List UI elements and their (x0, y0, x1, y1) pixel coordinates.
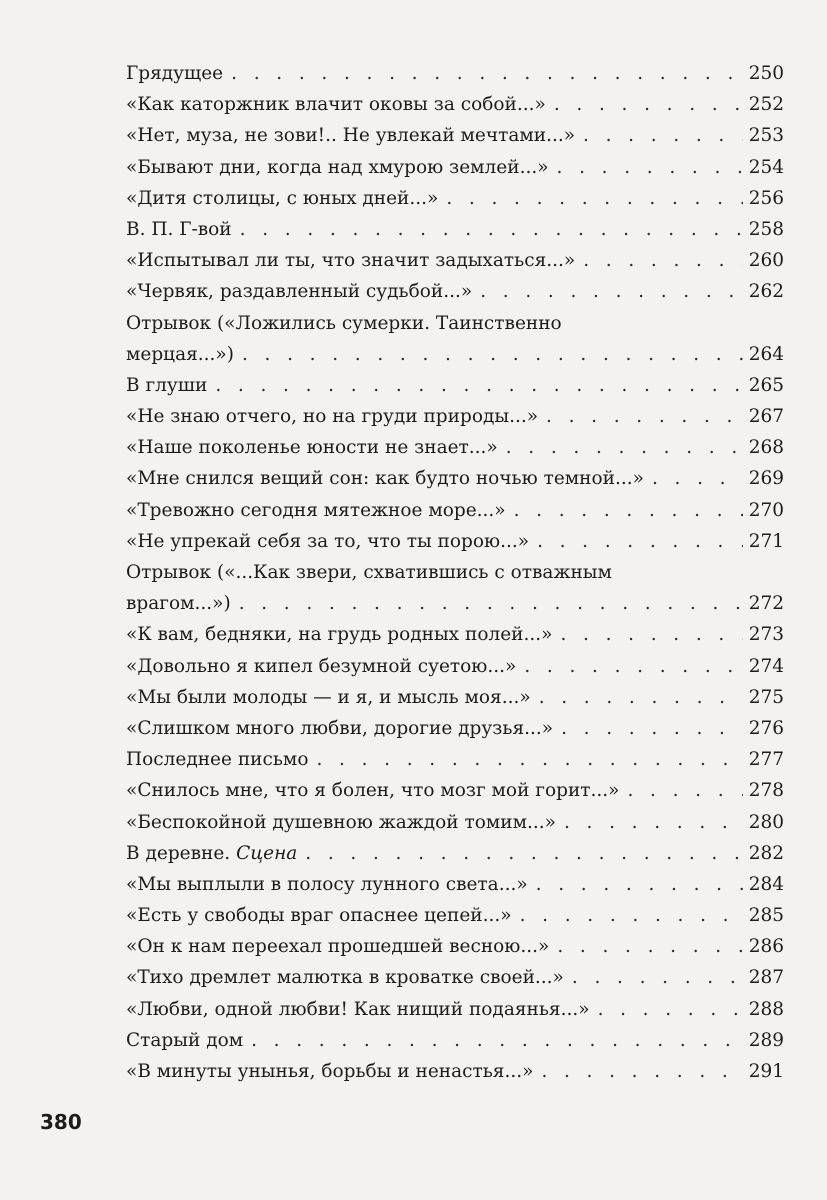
toc-entry-page-number: 276 (748, 717, 784, 739)
dot-leader (541, 1056, 742, 1087)
dot-leader (480, 276, 742, 307)
toc-entry-page-number: 277 (748, 749, 784, 771)
toc-entry (126, 557, 784, 619)
toc-entry (126, 869, 784, 900)
toc-entry-line (126, 744, 784, 775)
dot-leader (583, 245, 742, 276)
dot-leader (627, 775, 742, 806)
toc-entry (126, 89, 784, 120)
toc-entry (126, 401, 784, 432)
dot-leader (598, 994, 743, 1025)
toc-entry-line (126, 463, 784, 494)
toc-entry-line (126, 245, 784, 276)
dot-leader (251, 1025, 743, 1056)
dot-leader (536, 869, 743, 900)
toc-entry (126, 463, 784, 494)
toc-entry-title (126, 713, 553, 744)
toc-entry (126, 651, 784, 682)
toc-entry-title-line: Отрывок («Ложились сумерки. Таинственно (126, 312, 562, 334)
toc-entry-page-number: 262 (748, 281, 784, 303)
dot-leader (240, 214, 743, 245)
toc-entry-title (126, 432, 498, 463)
toc-entry (126, 495, 784, 526)
toc-entry (126, 838, 784, 869)
toc-entry-line (126, 807, 784, 838)
dot-leader (215, 370, 742, 401)
toc-entry-page-number: 252 (748, 94, 784, 116)
toc-entry-page-number: 267 (748, 406, 784, 428)
toc-entry-page-number: 275 (748, 686, 784, 708)
toc-entry-line (126, 713, 784, 744)
dot-leader (520, 900, 743, 931)
toc-entry (126, 713, 784, 744)
toc-entry-page-number: 250 (748, 63, 784, 84)
table-of-contents (126, 58, 784, 1087)
toc-entry-line (126, 89, 784, 120)
toc-entry-title-text: «Бывают дни, когда над хмурою землей...» (126, 156, 549, 178)
toc-entry-page-number: 265 (748, 374, 784, 396)
toc-entry-line (126, 339, 784, 370)
toc-entry-title-text: Старый дом (126, 1029, 244, 1051)
toc-entry-title-text: «Мне снился вещий сон: как будто ночью темной...» (126, 468, 644, 490)
toc-entry-page-number: 280 (748, 811, 784, 833)
toc-entry-title-text: мерцая...») (126, 343, 234, 365)
toc-entry-title (126, 869, 528, 900)
toc-entry-page-number: 291 (748, 1061, 784, 1082)
toc-entry-title-text: «Мы были молоды — и я, и мысль моя...» (126, 686, 531, 708)
toc-entry-title-text: В. П. Г-вой (126, 218, 232, 240)
toc-entry-page-number: 273 (748, 624, 784, 646)
dot-leader (239, 588, 743, 619)
toc-entry-line (126, 775, 784, 806)
toc-entry (126, 370, 784, 401)
toc-entry-page-number: 282 (748, 842, 784, 864)
toc-entry-line (126, 526, 784, 557)
toc-entry (126, 994, 784, 1025)
toc-entry-line (126, 962, 784, 993)
toc-entry-title-text: «К вам, бедняки, на грудь родных полей...» (126, 624, 553, 646)
toc-entry-title (126, 370, 207, 401)
toc-entry-title (126, 682, 531, 713)
toc-entry-page-number: 289 (748, 1029, 784, 1051)
toc-entry-line (126, 838, 784, 869)
dot-leader (546, 401, 743, 432)
toc-entry-line (126, 276, 784, 307)
toc-entry-title-italic: Сцена (236, 842, 298, 864)
toc-entry (126, 432, 784, 463)
page-number-folio: 380 (40, 1110, 82, 1134)
toc-entry-page-number: 269 (748, 468, 784, 490)
toc-entry-title-text: «Испытывал ли ты, что значит задыхаться...» (126, 250, 576, 272)
toc-entry-line (126, 214, 784, 245)
toc-entry-line (126, 682, 784, 713)
toc-entry-title (126, 619, 552, 650)
dot-leader (524, 651, 742, 682)
toc-entry (126, 744, 784, 775)
dot-leader (572, 962, 743, 993)
toc-entry-title (126, 58, 223, 89)
dot-leader (557, 931, 742, 962)
toc-entry-title-text: «Как каторжник влачит оковы за собой...» (126, 94, 546, 116)
dot-leader (446, 183, 742, 214)
toc-entry-title (126, 152, 549, 183)
dot-leader (539, 682, 743, 713)
toc-entry-title (126, 339, 234, 370)
toc-entry (126, 900, 784, 931)
toc-entry-title (126, 245, 575, 276)
toc-entry-title-text: «В минуты унынья, борьбы и ненастья...» (126, 1061, 534, 1082)
toc-entry-title-text: врагом...») (126, 593, 231, 615)
toc-entry-line (126, 994, 784, 1025)
dot-leader (537, 526, 743, 557)
toc-entry-page-number: 278 (748, 780, 784, 802)
toc-entry-title (126, 1025, 243, 1056)
toc-entry-title-text: «Нет, муза, не зови!.. Не увлекай мечтами...» (126, 125, 576, 147)
toc-entry-title-text: В деревне. (126, 842, 237, 864)
toc-entry-title-text: «Он к нам переехал прошедшей весною...» (126, 936, 550, 958)
toc-entry-line (126, 120, 784, 151)
toc-entry (126, 931, 784, 962)
toc-entry-line (126, 58, 784, 89)
toc-entry-page-number: 270 (748, 499, 784, 521)
toc-entry-title-text: «Слишком много любви, дорогие друзья...» (126, 717, 554, 739)
toc-entry-title (126, 526, 529, 557)
toc-entry-title-text: «Любви, одной любви! Как нищий подаянья...» (126, 998, 590, 1020)
toc-entry-title (126, 931, 549, 962)
toc-entry-line (126, 370, 784, 401)
toc-entry-title (126, 900, 512, 931)
toc-entry-title-text: «Беспокойной душевною жаждой томим...» (126, 811, 556, 833)
toc-entry (126, 214, 784, 245)
toc-entry-line (126, 651, 784, 682)
dot-leader (514, 495, 743, 526)
toc-entry-page-number: 284 (748, 873, 784, 895)
toc-entry-line (126, 619, 784, 650)
toc-entry-line (126, 869, 784, 900)
toc-entry-title-text: Грядущее (126, 63, 224, 84)
toc-entry-title (126, 1056, 533, 1087)
toc-entry-line (126, 1056, 784, 1087)
toc-entry (126, 152, 784, 183)
toc-entry-page-number: 268 (748, 437, 784, 459)
dot-leader (652, 463, 743, 494)
toc-entry-title-text: «Не знаю отчего, но на груди природы...» (126, 406, 539, 428)
dot-leader (316, 744, 742, 775)
toc-entry-line (126, 401, 784, 432)
toc-entry (126, 58, 784, 89)
toc-entry-title (126, 962, 564, 993)
toc-entry-page-number: 271 (748, 530, 784, 552)
toc-entry-title (126, 276, 472, 307)
toc-entry-title-text: «Наше поколенье юности не знает...» (126, 437, 498, 459)
toc-entry-title (126, 838, 297, 869)
toc-entry-page-number: 286 (748, 936, 784, 958)
toc-entry (126, 962, 784, 993)
toc-entry-title-text: «Есть у свободы враг опаснее цепей...» (126, 905, 512, 927)
toc-entry (126, 807, 784, 838)
dot-leader (561, 713, 743, 744)
toc-entry (126, 276, 784, 307)
toc-entry-page-number: 285 (748, 905, 784, 927)
dot-leader (305, 838, 742, 869)
toc-entry-line (126, 931, 784, 962)
toc-entry-title-text: «Мы выплыли в полосу лунного света...» (126, 873, 528, 895)
dot-leader (554, 89, 743, 120)
toc-entry-title-text: «Тревожно сегодня мятежное море...» (126, 499, 506, 521)
toc-entry-title-text: «Довольно я кипел безумной суетою...» (126, 655, 517, 677)
toc-entry-title (126, 120, 575, 151)
toc-entry-page-number: 260 (748, 250, 784, 272)
toc-entry-title-text: «Червяк, раздавленный судьбой...» (126, 281, 473, 303)
toc-entry-title-text: «Дитя столицы, с юных дней...» (126, 187, 439, 209)
toc-entry-title (126, 89, 546, 120)
toc-entry-line (126, 183, 784, 214)
toc-entry (126, 619, 784, 650)
toc-entry (126, 183, 784, 214)
dot-leader (557, 152, 743, 183)
toc-entry-title (126, 401, 538, 432)
toc-entry-title-line: Отрывок («...Как звери, схватившись с отважным (126, 562, 612, 583)
toc-entry-line (126, 588, 784, 619)
toc-entry-page-number: 256 (748, 187, 784, 209)
toc-entry-title-text: «Снилось мне, что я болен, что мозг мой горит...» (126, 780, 620, 802)
toc-entry (126, 1025, 784, 1056)
toc-entry-title (126, 651, 516, 682)
dot-leader (564, 807, 743, 838)
toc-entry-title (126, 994, 590, 1025)
toc-entry-page-number: 288 (748, 998, 784, 1020)
toc-entry-title (126, 463, 644, 494)
toc-entry (126, 775, 784, 806)
toc-entry-page-number: 254 (748, 156, 784, 178)
toc-entry (126, 682, 784, 713)
toc-entry (126, 526, 784, 557)
toc-entry-page-number: 287 (748, 967, 784, 989)
toc-entry-title (126, 495, 506, 526)
toc-entry (126, 1056, 784, 1087)
toc-entry-title (126, 807, 556, 838)
toc-entry-title (126, 214, 232, 245)
dot-leader (583, 120, 743, 151)
toc-entry (126, 120, 784, 151)
toc-entry-line (126, 900, 784, 931)
dot-leader (506, 432, 743, 463)
toc-entry-title (126, 744, 308, 775)
toc-entry-line (126, 152, 784, 183)
toc-entry-page-number: 258 (748, 218, 784, 240)
toc-entry-line (126, 1025, 784, 1056)
toc-entry-page-number: 253 (748, 125, 784, 147)
toc-entry (126, 308, 784, 370)
toc-entry-title-text: Последнее письмо (126, 749, 309, 771)
toc-entry-title (126, 775, 619, 806)
toc-entry-page-number: 264 (748, 343, 784, 365)
toc-entry-title (126, 183, 438, 214)
toc-entry-title-text: В глуши (126, 374, 208, 396)
toc-entry-title-text: «Не упрекай себя за то, что ты порою...» (126, 530, 530, 552)
toc-entry-line (126, 495, 784, 526)
dot-leader (231, 58, 743, 89)
toc-entry (126, 245, 784, 276)
toc-entry-page-number: 274 (748, 655, 784, 677)
toc-entry-title (126, 588, 231, 619)
dot-leader (242, 339, 743, 370)
toc-entry-line (126, 432, 784, 463)
toc-entry-page-number: 272 (748, 593, 784, 615)
toc-entry-title-text: «Тихо дремлет малютка в кроватке своей...» (126, 967, 564, 989)
dot-leader (560, 619, 742, 650)
